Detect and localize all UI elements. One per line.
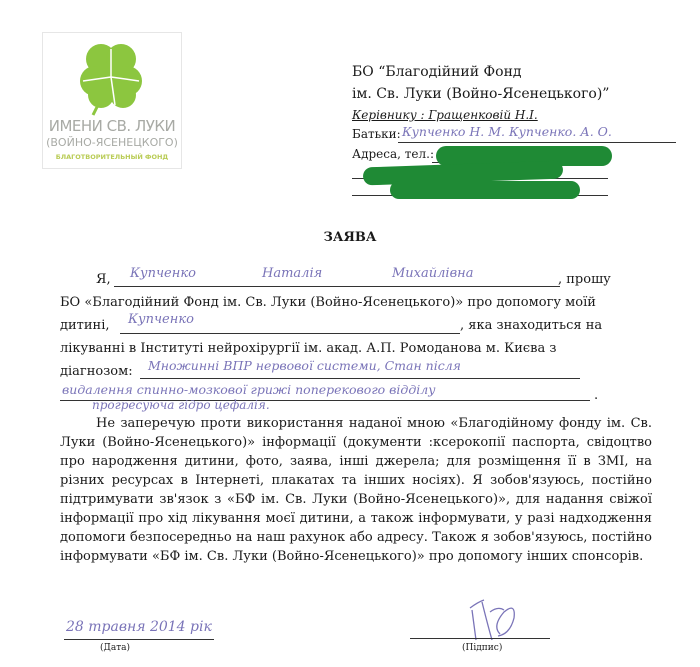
name-line [114, 286, 560, 287]
i-label: Я, [96, 272, 111, 287]
parents-label: Батьки: [352, 127, 401, 141]
clover-icon [71, 37, 153, 119]
ask-text: , прошу [558, 272, 611, 287]
logo-line-3: БЛАГОТВОРИТЕЛЬНЫЙ ФОНД [55, 153, 169, 161]
org-name-line-1: БО “Благодійний Фонд [352, 64, 522, 80]
redaction-mark [390, 181, 580, 199]
signature-line [410, 638, 550, 639]
clinic-line: лікуванні в Інституті нейрохірургії ім. акад. А.П. Ромоданова м. Києва з [60, 341, 557, 356]
name-first: Наталія [262, 266, 323, 281]
logo-line-1: ИМЕНИ СВ. ЛУКИ [48, 117, 176, 135]
document-title: ЗАЯВА [323, 230, 377, 245]
name-patronymic: Михайлівна [392, 266, 474, 281]
org-name-line-2: ім. Св. Луки (Войно-Ясенецького)” [352, 86, 610, 102]
signature-label: (Підпис) [462, 643, 503, 653]
child-suffix: , яка знаходиться на [460, 318, 603, 333]
consent-paragraph: Не заперечую проти використання наданої мною «Благодійному фонду ім. Св. Луки (Войно-Ясенецького)» інформації (документи :ксерокопії паспорта, свідоцтво про народження дитини, фото, заява, інші джерела; для розміщення її в ЗМІ, на різних ресурсах в Інтернеті, плакатах та інших носіях). Я зобов'язуюсь, постійно підтримувати зв'язок з «БФ ім. Св. Луки (Войно-Ясенецького)», для надання свіжої інформації про хід лікування моєї дитини, а також інформувати, у разі надходження допомоги безпосередньо на наш рахунок або адресу. Також я зобов'язуюсь, постійно інформувати «БФ ім. Св. Луки (Войно-Ясенецького)» про допомогу інших спонсорів. [60, 416, 652, 564]
date-label: (Дата) [100, 643, 131, 653]
parents-value: Купченко Н. М. Купченко. А. О. [402, 124, 612, 139]
diagnosis-text-3: прогресуюча гідро цефалія. [92, 398, 270, 412]
name-surname: Купченко [130, 266, 196, 281]
logo-line-2: (ВОЙНО-ЯСЕНЕЦКОГО) [46, 136, 178, 149]
address-label: Адреса, тел.: [352, 147, 434, 161]
date-value: 28 травня 2014 рік [66, 619, 212, 635]
head-addressee: Керівнику : Гращенковій Н.І. [352, 108, 538, 122]
diagnosis-text-2: видалення спинно-мозкової грижі поперекового відділу [62, 382, 436, 397]
child-label: дитині, [60, 318, 110, 333]
child-line [120, 333, 460, 334]
diagnosis-line-1 [140, 378, 580, 379]
child-value: Купченко [128, 312, 194, 327]
parents-line [398, 142, 676, 143]
diagnosis-label: діагнозом: [60, 364, 133, 379]
request-line: БО «Благодійний Фонд ім. Св. Луки (Войно-Ясенецького)» про допомогу моїй [60, 295, 596, 310]
diagnosis-text-1: Множинні ВПР нервової системи, Стан після [148, 358, 461, 373]
foundation-logo [42, 32, 182, 169]
diagnosis-end-dot: . [594, 388, 599, 403]
date-line [64, 639, 214, 640]
